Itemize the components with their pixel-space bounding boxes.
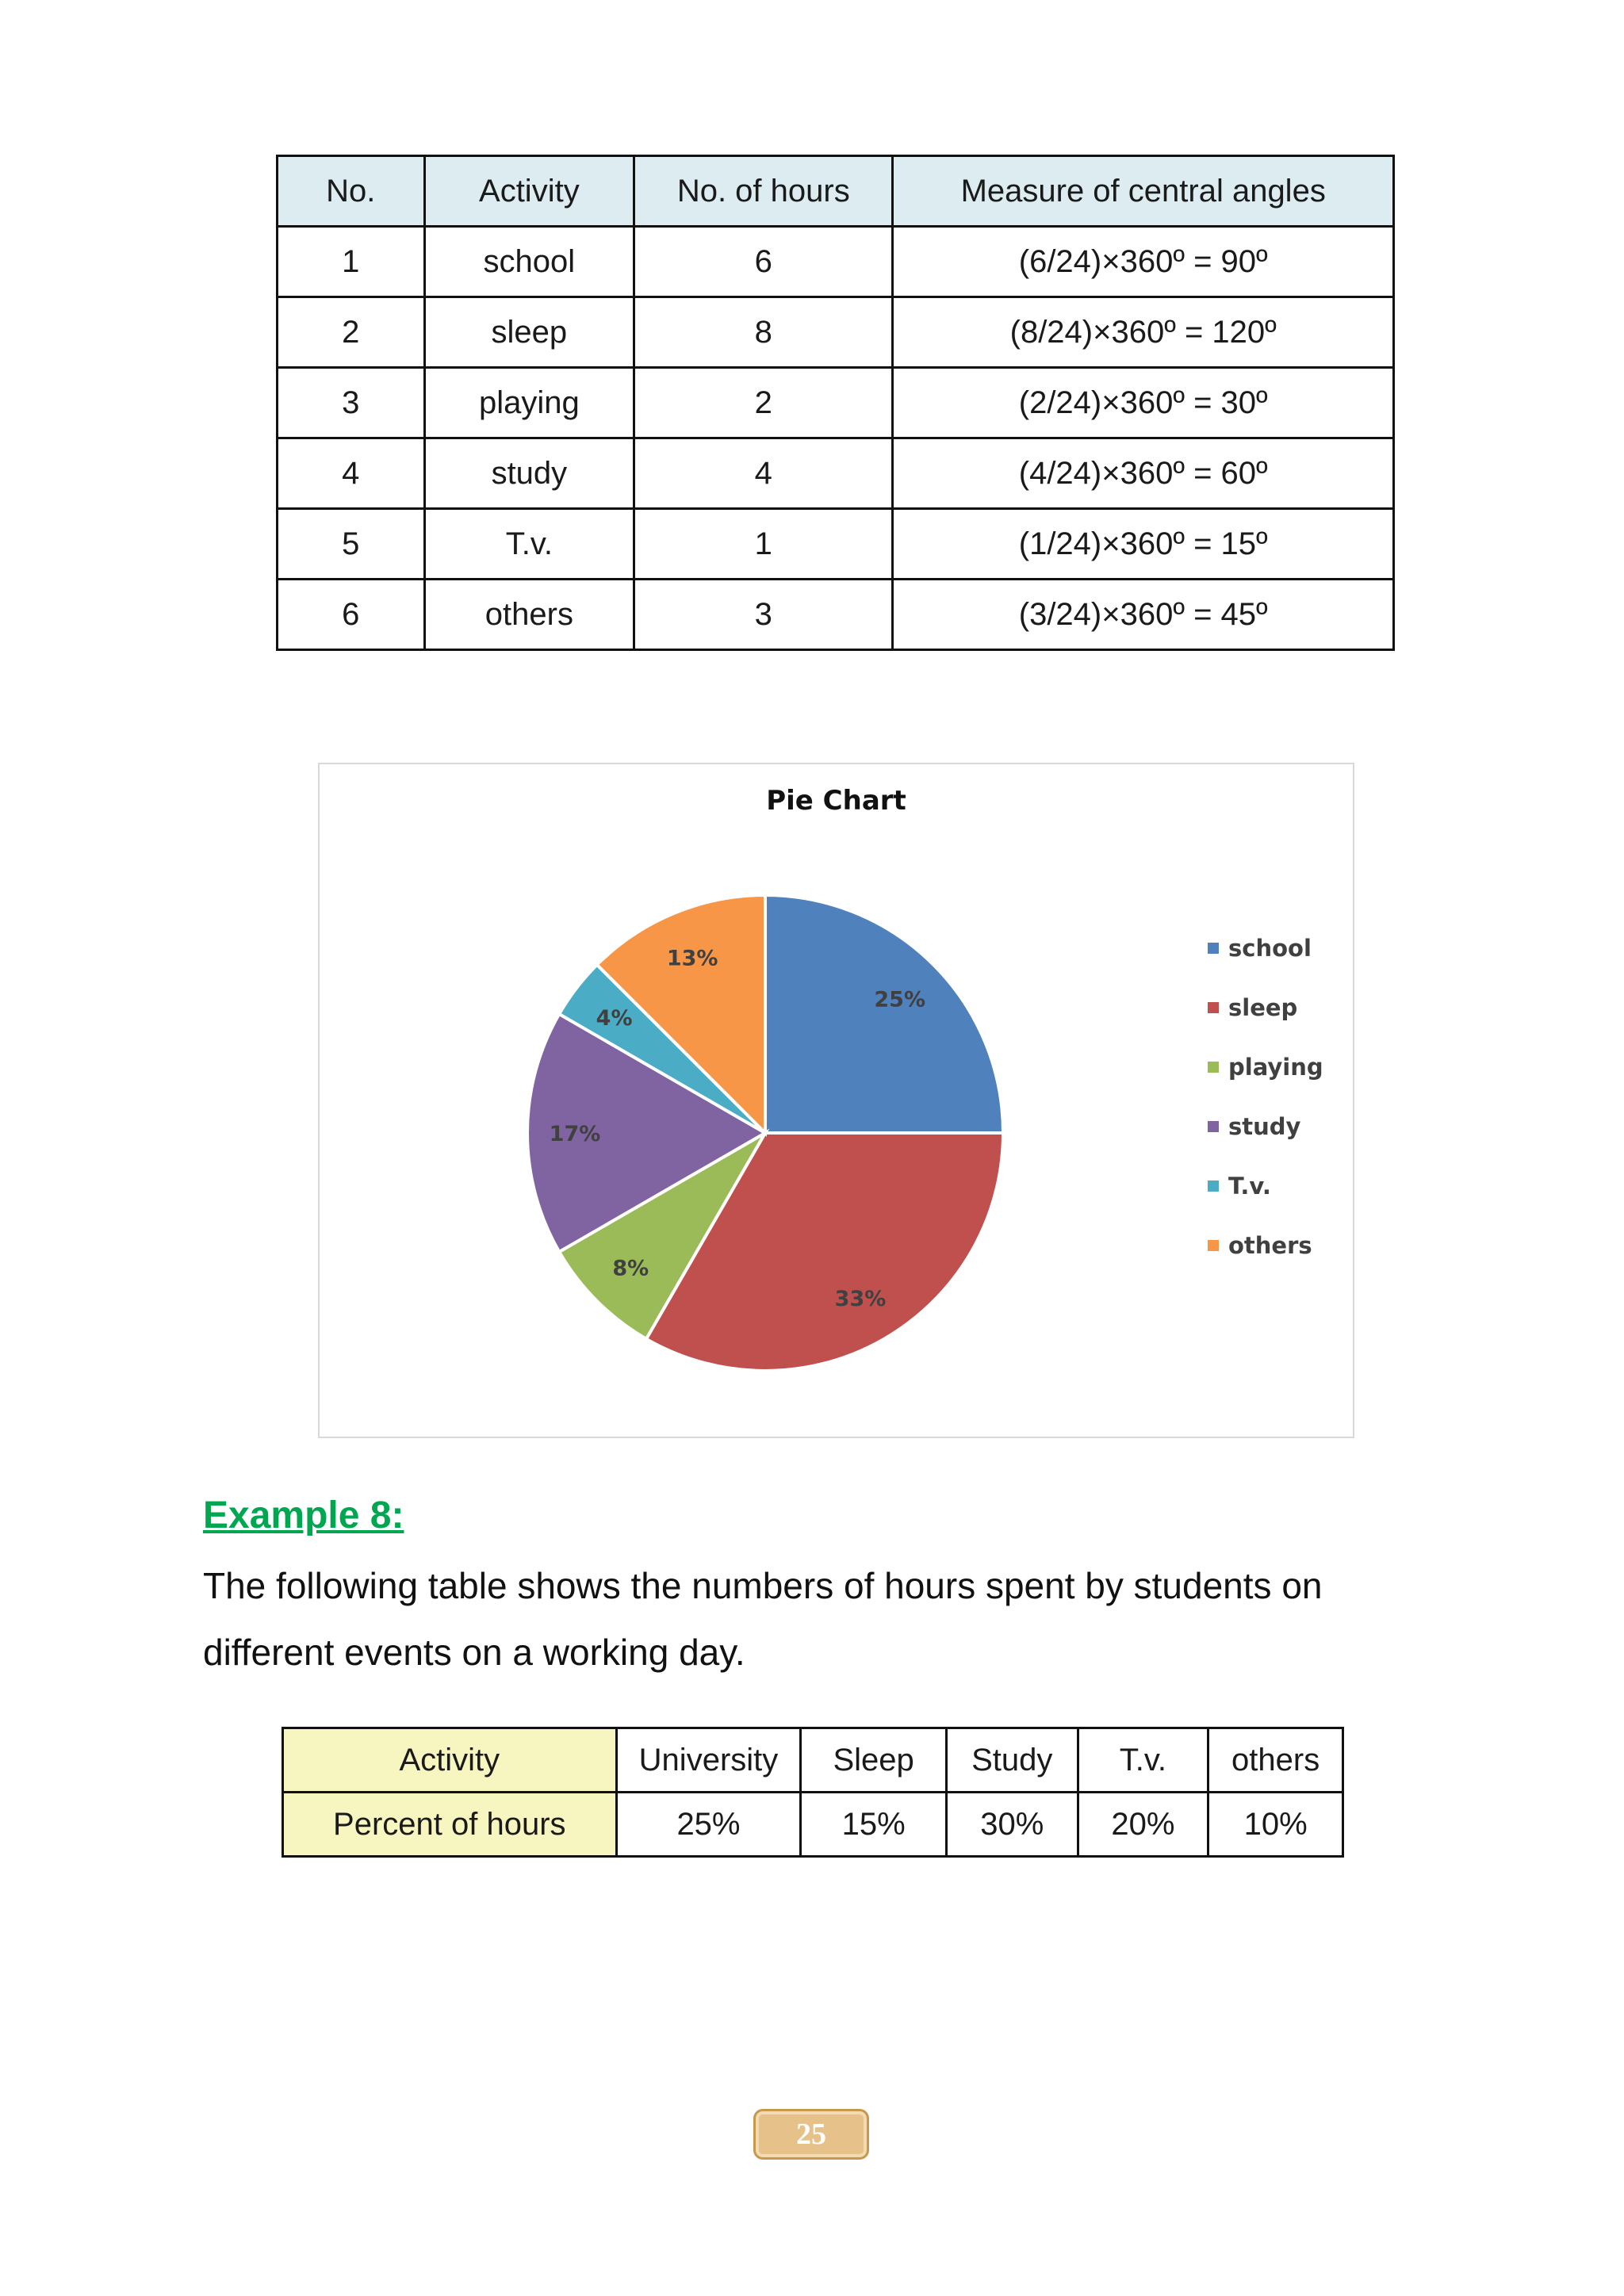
legend-item: [1208, 1232, 1312, 1259]
pie-slice-school: [765, 895, 1003, 1133]
page-number: 25: [753, 2109, 869, 2160]
header-activity: Activity: [424, 156, 634, 227]
cell-activity: sleep: [424, 297, 634, 368]
cell-activity: school: [424, 227, 634, 297]
cell-hours: 3: [634, 580, 893, 650]
legend-swatch: [1208, 1062, 1219, 1073]
legend-label: study: [1228, 1113, 1301, 1140]
cell-activity: T.v.: [424, 509, 634, 580]
example-heading: Example 8:: [203, 1494, 404, 1536]
cell-hours: 8: [634, 297, 893, 368]
cell-no: 3: [278, 368, 425, 438]
cell-angle: (6/24)×360º = 90º: [893, 227, 1394, 297]
cell-activity: University: [616, 1728, 801, 1793]
legend-swatch: [1208, 1121, 1219, 1132]
row-head-percent: Percent of hours: [283, 1793, 617, 1857]
pie-chart-svg: [320, 764, 1353, 1437]
table-row: [278, 509, 1394, 580]
legend-label: T.v.: [1228, 1173, 1271, 1200]
legend-item: [1208, 994, 1297, 1021]
cell-hours: 4: [634, 438, 893, 509]
cell-percent: 20%: [1078, 1793, 1208, 1857]
cell-hours: 2: [634, 368, 893, 438]
data-label: 4%: [596, 1005, 633, 1031]
table-row: [278, 227, 1394, 297]
header-no: No.: [278, 156, 425, 227]
table-row: [283, 1793, 1343, 1857]
row-head-activity: Activity: [283, 1728, 617, 1793]
legend-label: school: [1228, 935, 1312, 962]
header-hours: No. of hours: [634, 156, 893, 227]
central-angles-table: [276, 155, 1395, 651]
cell-angle: (2/24)×360º = 30º: [893, 368, 1394, 438]
legend-item: [1208, 1173, 1271, 1200]
cell-activity: Sleep: [801, 1728, 947, 1793]
legend-item: [1208, 935, 1312, 962]
data-label: 13%: [666, 946, 718, 971]
cell-no: 6: [278, 580, 425, 650]
pie-chart: [318, 763, 1354, 1438]
cell-activity: study: [424, 438, 634, 509]
cell-activity: playing: [424, 368, 634, 438]
legend-swatch: [1208, 1240, 1219, 1251]
cell-no: 1: [278, 227, 425, 297]
cell-activity: T.v.: [1078, 1728, 1208, 1793]
table-row: [283, 1728, 1343, 1793]
cell-angle: (4/24)×360º = 60º: [893, 438, 1394, 509]
data-label: 33%: [834, 1286, 887, 1311]
cell-activity: Study: [946, 1728, 1078, 1793]
table-row: [278, 368, 1394, 438]
table-row: [278, 580, 1394, 650]
legend-swatch: [1208, 1002, 1219, 1013]
table-row: [278, 297, 1394, 368]
cell-no: 2: [278, 297, 425, 368]
cell-percent: 10%: [1208, 1793, 1343, 1857]
cell-percent: 15%: [801, 1793, 947, 1857]
data-label: 8%: [612, 1256, 649, 1281]
legend-label: sleep: [1228, 994, 1298, 1021]
cell-angle: (8/24)×360º = 120º: [893, 297, 1394, 368]
cell-percent: 25%: [616, 1793, 801, 1857]
header-angles: Measure of central angles: [893, 156, 1394, 227]
legend-item: [1208, 1113, 1300, 1140]
cell-hours: 6: [634, 227, 893, 297]
cell-activity: others: [424, 580, 634, 650]
cell-no: 4: [278, 438, 425, 509]
cell-activity: others: [1208, 1728, 1343, 1793]
cell-angle: (3/24)×360º = 45º: [893, 580, 1394, 650]
legend-swatch: [1208, 1181, 1219, 1192]
percent-hours-table: [282, 1727, 1344, 1858]
chart-title: Pie Chart: [766, 785, 906, 817]
data-label: 17%: [549, 1122, 601, 1146]
legend-label: others: [1228, 1232, 1312, 1259]
cell-angle: (1/24)×360º = 15º: [893, 509, 1394, 580]
legend-swatch: [1208, 943, 1219, 954]
example-text: The following table shows the numbers of hours spent by students on different events on a working day.: [203, 1565, 1323, 1673]
legend-label: playing: [1228, 1054, 1323, 1081]
table-header-row: [278, 156, 1394, 227]
cell-no: 5: [278, 509, 425, 580]
data-label: 25%: [874, 987, 926, 1012]
cell-hours: 1: [634, 509, 893, 580]
cell-percent: 30%: [946, 1793, 1078, 1857]
legend-item: [1208, 1054, 1323, 1081]
table-row: [278, 438, 1394, 509]
